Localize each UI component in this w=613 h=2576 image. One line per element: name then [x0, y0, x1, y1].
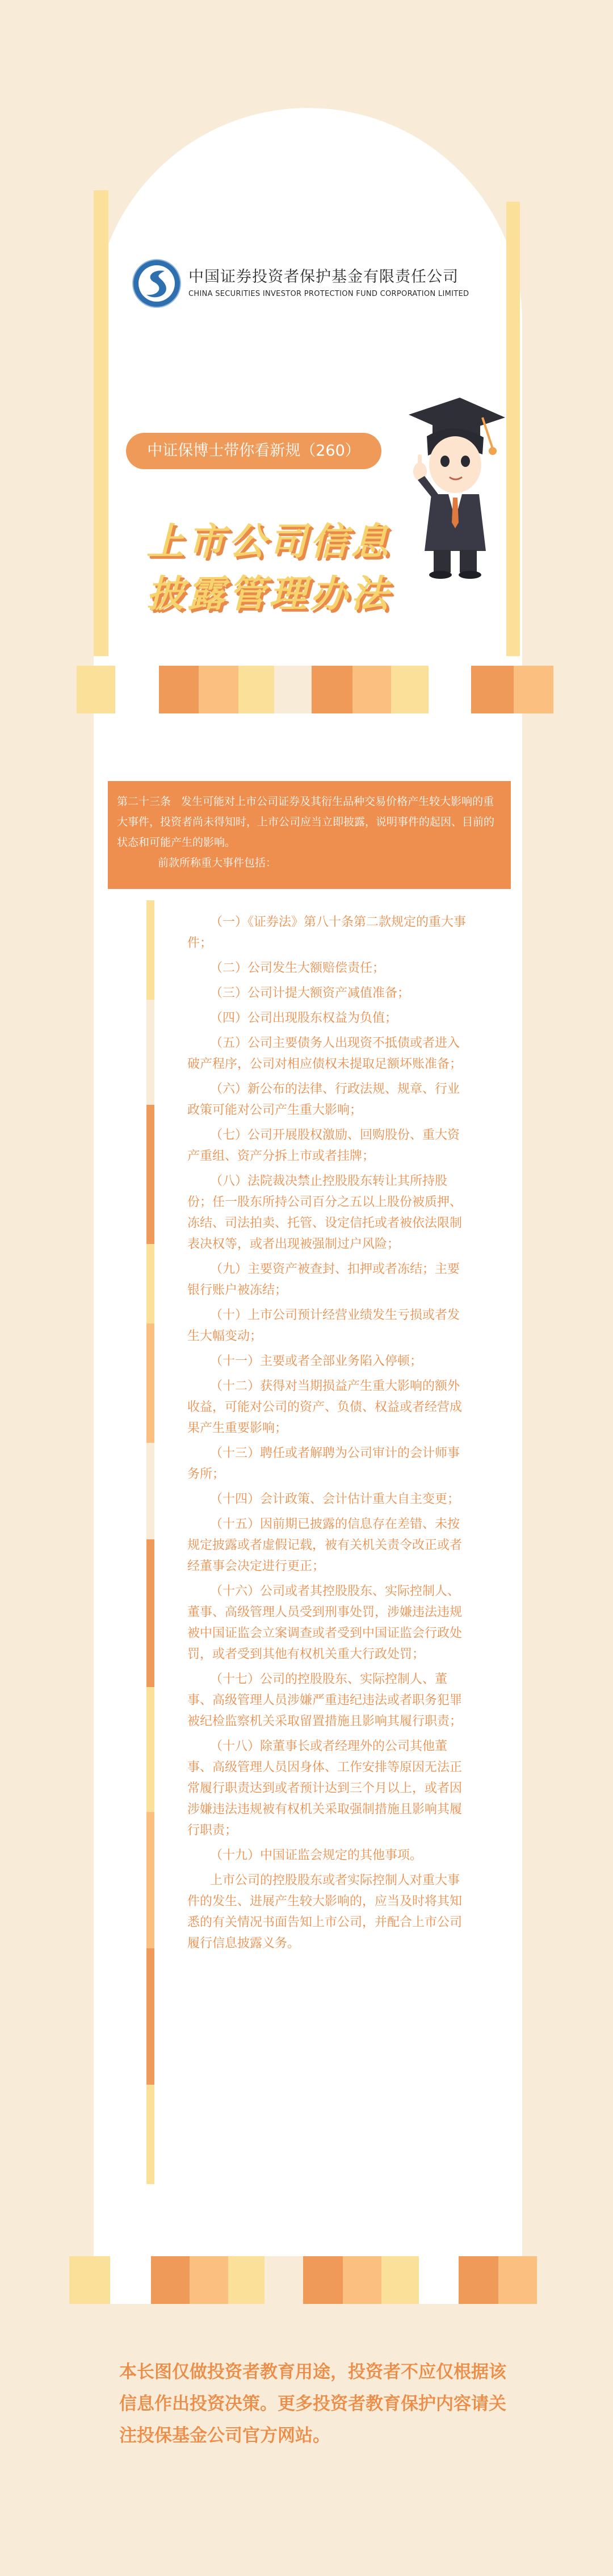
disclaimer-text: 本长图仅做投资者教育用途，投资者不应仅根据该信息作出投资决策。更多投资者教育保护内容请关注投保基金公司官方网站。	[119, 2362, 506, 2446]
list-item: （十）上市公司预计经营业绩发生亏损或者发生大幅变动；	[187, 1308, 460, 1343]
list-item: （十四）会计政策、会计估计重大自主变更；	[210, 1492, 460, 1506]
page-title-line-2: 披露管理办法	[146, 572, 392, 616]
list-item: （十六）公司或者其控股股东、实际控制人、董事、高级管理人员受到刑事处罚，涉嫌违法违规被中国证监会立案调查或者受到中国证监会行政处罚，或者受到其他有权机关重大行政处罚；	[187, 1584, 463, 1661]
list-item: （六）新公布的法律、行政法规、规章、行业政策可能对公司产生重大影响；	[187, 1082, 460, 1117]
org-name-cn: 中国证券投资者保护基金有限责任公司	[188, 268, 459, 286]
article-header	[108, 781, 511, 889]
list-item: （十五）因前期已披露的信息存在差错、未按规定披露或者虚假记载，被有关机关责令改正或者经董事会决定进行更正；	[187, 1517, 463, 1573]
page-title-line-1: 上市公司信息	[146, 520, 392, 563]
decor-bar-segment	[146, 1244, 154, 1324]
series-badge: 中证保博士带你看新规（260）	[126, 433, 381, 469]
list-item: （五）公司主要债务人出现资不抵债或者进入破产程序，公司对相应债权未提取足额坏账准备；	[187, 1036, 463, 1071]
list-item: （十三）聘任或者解聘为公司审计的会计师事务所；	[187, 1446, 460, 1481]
decor-bar-segment	[146, 2085, 154, 2184]
decor-bar-segment	[146, 1000, 154, 1105]
list-item: （十一）主要或者全部业务陷入停顿；	[210, 1354, 423, 1368]
list-item: （八）法院裁决禁止控股股东转让其所持股份；任一股东所持公司百分之五以上股份被质押、冻结、司法拍卖、托管、设定信托或者被依法限制表决权等，或者出现被强制过户风险；	[187, 1174, 463, 1251]
decor-bar-segment	[146, 1687, 154, 1812]
decor-bar-segment	[146, 1948, 154, 2085]
list-item: （三）公司计提大额资产减值准备；	[210, 986, 410, 1000]
decor-bar-segment	[146, 1812, 154, 1948]
article-lead: 前款所称重大事件包括：	[158, 857, 277, 869]
article-heading: 第二十三条	[117, 795, 171, 808]
article-closing-paragraph: 上市公司的控股股东或者实际控制人对重大事件的发生、进展产生较大影响的，应当及时将其知悉的有关情况书面告知上市公司，并配合上市公司履行信息披露义务。	[187, 1873, 463, 1951]
list-item: （十七）公司的控股股东、实际控制人、董事、高级管理人员涉嫌严重违纪违法或者职务犯罪被纪检监察机关采取留置措施且影响其履行职责；	[187, 1672, 463, 1729]
org-logo-icon	[132, 258, 182, 308]
list-item: （二）公司发生大额赔偿责任；	[210, 961, 385, 975]
list-item: （四）公司出现股东权益为负值；	[210, 1011, 398, 1025]
list-item: （一）《证券法》第八十条第二款规定的重大事件；	[187, 915, 467, 950]
decor-bar-segment	[146, 1105, 154, 1244]
decor-bar-segment	[146, 1443, 154, 1539]
article-intro: 发生可能对上市公司证券及其衍生品种交易价格产生较大影响的重大事件，投资者尚未得知时，上市公司应当立即披露，说明事件的起因、目前的状态和可能产生的影响。	[117, 795, 495, 849]
decor-rail-left	[94, 190, 108, 656]
decor-bar-segment	[146, 1324, 154, 1443]
decor-bar-segment	[146, 900, 154, 1000]
decor-blocks-top	[77, 666, 553, 713]
list-item: （十九）中国证监会规定的其他事项。	[210, 1848, 423, 1863]
decor-bar-segment	[146, 1539, 154, 1687]
mascot-doctor-illustration	[397, 386, 511, 579]
list-item: （九）主要资产被查封、扣押或者冻结；主要银行账户被冻结；	[187, 1262, 460, 1297]
decor-blocks-bottom	[69, 2256, 537, 2304]
org-name-en: CHINA SECURITIES INVESTOR PROTECTION FUND CORPORATION LIMITED	[188, 290, 469, 298]
list-item: （十二）获得对当期损益产生重大影响的额外收益，可能对公司的资产、负债、权益或者经营成果产生重要影响；	[187, 1379, 463, 1435]
list-item: （七）公司开展股权激励、回购股份、重大资产重组、资产分拆上市或者挂牌；	[187, 1128, 460, 1163]
org-logo	[132, 258, 484, 310]
article-item-list	[187, 912, 471, 1958]
list-item: （十八）除董事长或者经理外的公司其他董事、高级管理人员因身体、工作安排等原因无法正常履行职责达到或者预计达到三个月以上，或者因涉嫌违法违规被有权机关采取强制措施且影响其履行职责；	[187, 1739, 463, 1838]
